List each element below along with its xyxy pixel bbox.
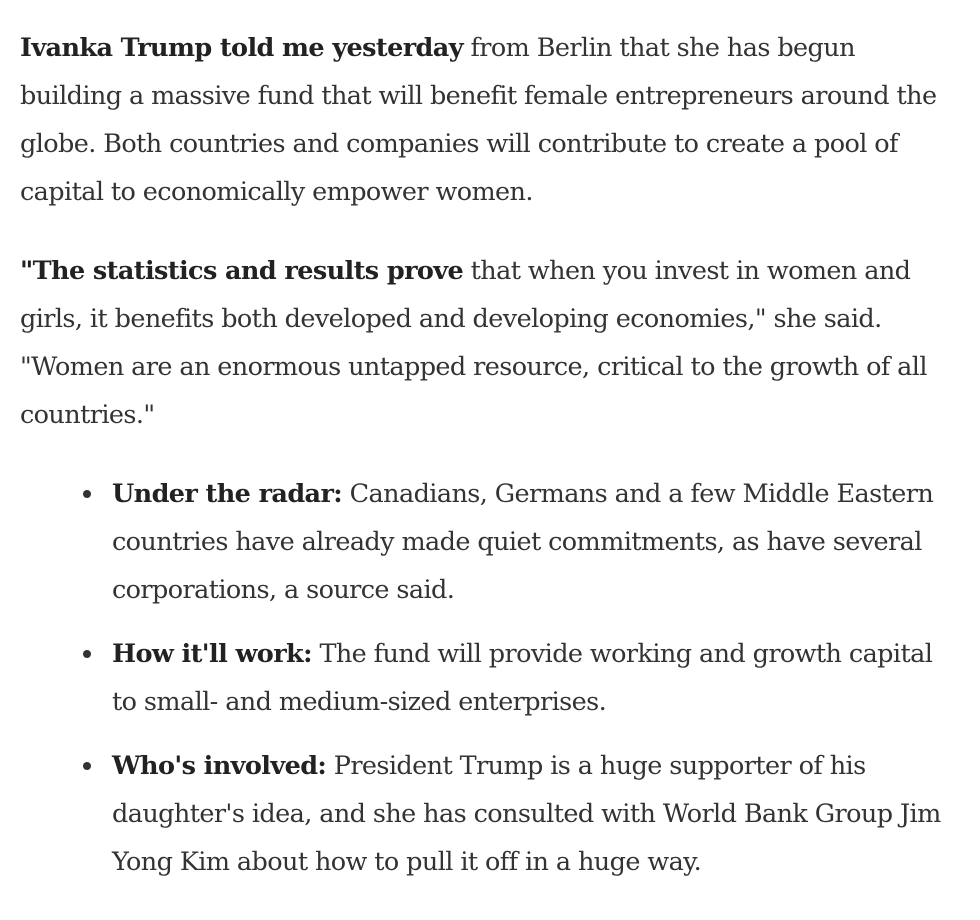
paragraph-quote <box>20 247 960 439</box>
paragraph-text: from Berlin that she has begun building a massive fund that will benefit female entrepreneurs around the globe. Both countries and companies will contribute to create a pool of capital to economically empower women. <box>20 33 937 207</box>
bullet-lead: How it'll work: <box>112 639 312 669</box>
bullet-dot-icon <box>83 762 91 770</box>
bullet-lead: Under the radar: <box>112 479 343 509</box>
bullet-dot-icon <box>83 650 91 658</box>
bullet-how-it-works <box>20 630 960 726</box>
bullet-whos-involved <box>20 742 960 886</box>
bullet-lead: Who's involved: <box>112 751 327 781</box>
paragraph-lead: "The statistics and results prove <box>20 256 464 286</box>
paragraph-lead: Ivanka Trump told me yesterday <box>20 33 463 63</box>
bullet-dot-icon <box>83 490 91 498</box>
paragraph-intro <box>20 24 960 216</box>
paragraph-text: that when you invest in women and girls, it benefits both developed and developing economies," she said. "Women are an enormous untapped resource, critical to the growth of all countries." <box>20 256 927 430</box>
bullet-text: President Trump is a huge supporter of his daughter's idea, and she has consulted with World Bank Group Jim Yong Kim about how to pull it off in a huge way. <box>112 751 941 877</box>
bullet-under-the-radar <box>20 470 960 614</box>
bullet-text: Canadians, Germans and a few Middle Eastern countries have already made quiet commitments, as have several corporations, a source said. <box>112 479 934 605</box>
bullet-text: The fund will provide working and growth capital to small- and medium-sized enterprises. <box>112 639 933 717</box>
bullet-list <box>20 470 960 886</box>
